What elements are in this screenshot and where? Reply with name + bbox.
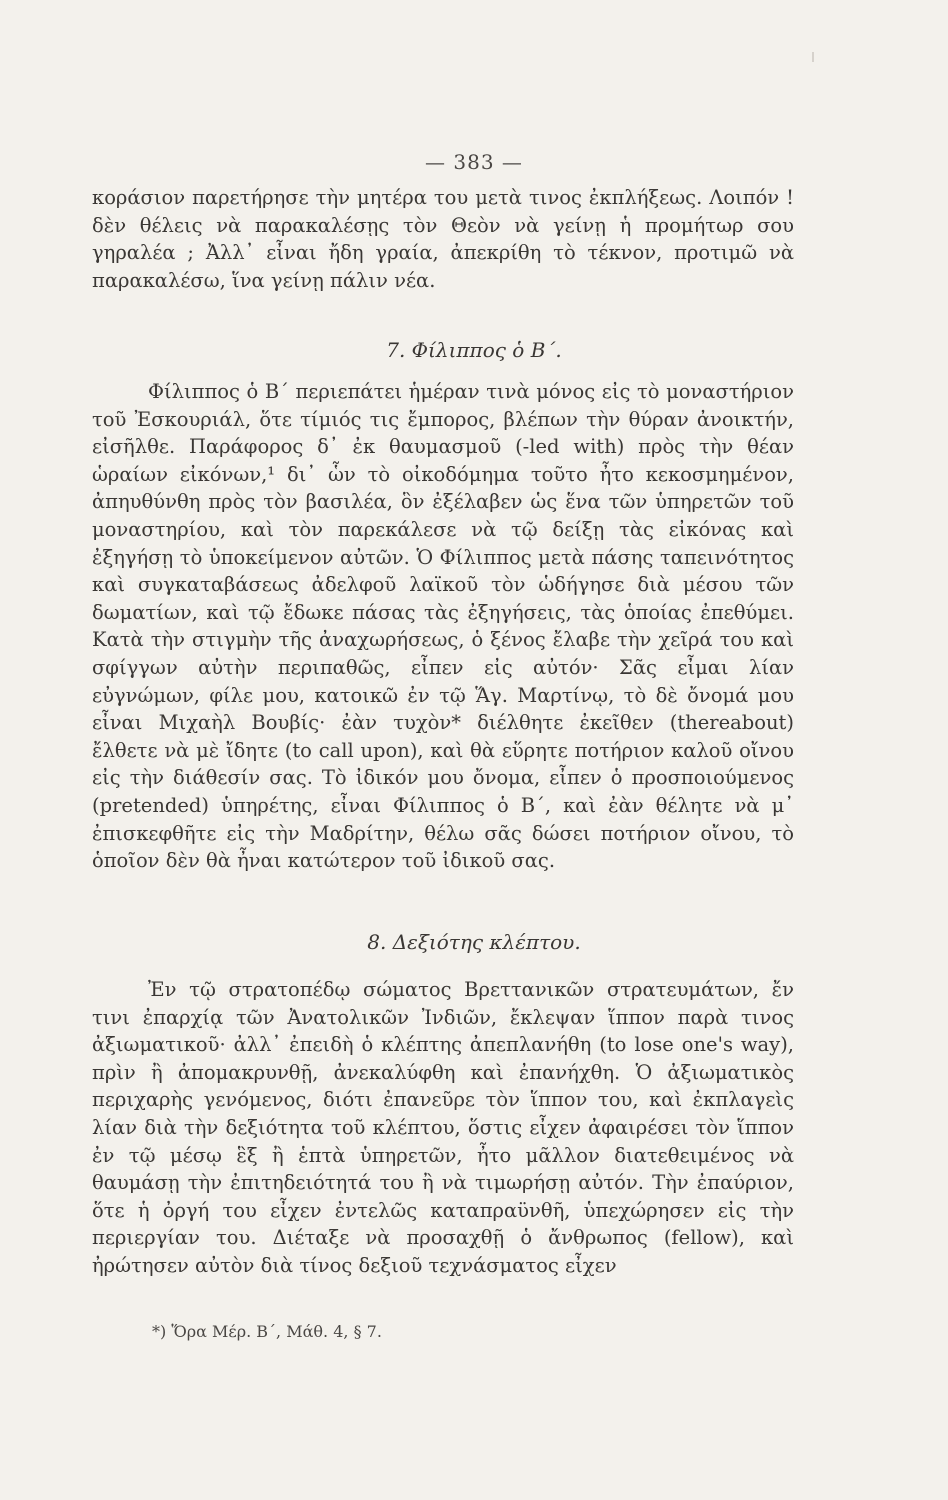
paragraph-philip: Φίλιππος ὁ Β΄ περιεπάτει ἡμέραν τινὰ μόνος εἰς τὸ μοναστήριον τοῦ Ἐσκουριάλ, ὅτε τίμιός τις ἔμπορος, βλέπων τὴν θύραν ἀνοικτήν, εἰσῆλθε. Παράφορος δ᾽ ἐκ θαυμασμοῦ (-led with) πρὸς τὴν θέαν ὡραίων εἰκόνων,¹ δι᾽ ὧν τὸ οἰκοδόμημα τοῦτο ἦτο κεκοσμημένον, ἀπηυθύνθη πρὸς τὸν βασιλέα, ὃν ἐξέλαβεν ὡς ἕνα τῶν ὑπηρετῶν τοῦ μοναστηρίου, καὶ τὸν παρεκάλεσε νὰ τῷ δείξῃ τὰς εἰκόνας καὶ ἐξηγήσῃ τὸ ὑποκείμενον αὐτῶν. Ὁ Φίλιππος μετὰ πάσης ταπεινότητος καὶ συγκαταβάσεως ἀδελφοῦ λαϊκοῦ τὸν ὡδήγησε διὰ μέσου τῶν δωματίων, καὶ τῷ ἔδωκε πάσας τὰς ἐξηγήσεις, τὰς ὁποίας ἐπεθύμει. Κατὰ τὴν στιγμὴν τῆς ἀναχωρήσεως, ὁ ξένος ἔλαβε τὴν χεῖρά του καὶ σφίγγων αὐτὴν περιπαθῶς, εἶπεν εἰς αὐτόν· Σᾶς εἶμαι λίαν εὐγνώμων, φίλε μου, κατοικῶ ἐν τῷ Ἅγ. Μαρτίνῳ, τὸ δὲ ὄνομά μου εἶναι Μιχαὴλ Βουβίς· ἐὰν τυχὸν* διέλθητε ἐκεῖθεν (thereabout) ἔλθετε νὰ μὲ ἴδητε (to call upon), καὶ θὰ εὕρητε ποτήριον καλοῦ οἴνου εἰς τὴν διάθεσίν σας. Τὸ ἰδικόν μου ὄνομα, εἶπεν ὁ προσποιούμενος (pretended) ὑπηρέτης, εἶναι Φίλιππος ὁ Β΄, καὶ ἐὰν θέλητε νὰ μ᾽ ἐπισκεφθῆτε εἰς τὴν Μαδρίτην, θέλω σᾶς δώσει ποτήριον οἴνου, τὸ ὁποῖον δὲν θὰ ἦναι κατώτερον τοῦ ἰδικοῦ σας. (92, 380, 794, 873)
paragraph-thief: Ἐν τῷ στρατοπέδῳ σώματος Βρεττανικῶν στρατευμάτων, ἔν τινι ἐπαρχίᾳ τῶν Ἀνατολικῶν Ἰνδιῶν, ἔκλεψαν ἵππον παρὰ τινος ἀξιωματικοῦ· ἀλλ᾽ ἐπειδὴ ὁ κλέπτης ἀπεπλανήθη (to lose one's way), πρὶν ἢ ἀπομακρυνθῇ, ἀνεκαλύφθη καὶ ἐπανήχθη. Ὁ ἀξιωματικὸς περιχαρὴς γενόμενος, διότι ἐπανεῦρε τὸν ἵππον του, καὶ ἐκπλαγεὶς λίαν διὰ τὴν δεξιότητα τοῦ κλέπτου, ὅστις εἶχεν ἀφαιρέσει τὸν ἵππον ἐν τῷ μέσῳ ἓξ ἢ ἑπτὰ ὑπηρετῶν, ἦτο μᾶλλον διατεθειμένος νὰ θαυμάσῃ τὴν ἐπιτηδειότητά του ἢ νὰ τιμωρήσῃ αὐτόν. Τὴν ἐπαύριον, ὅτε ἡ ὀργή του εἶχεν ἐντελῶς καταπραϋνθῆ, ὑπεχώρησεν εἰς τὴν περιεργίαν του. Διέταξε νὰ προσαχθῇ ὁ ἄνθρωπος (fellow), καὶ ἠρώτησεν αὐτὸν διὰ τίνος δεξιοῦ τεχνάσματος εἶχεν (92, 978, 794, 1277)
paragraph-continuation: κοράσιον παρετήρησε τὴν μητέρα του μετὰ τινος ἐκπλήξεως. Λοιπόν ! δὲν θέλεις νὰ παρακαλέσῃς τὸν Θεὸν νὰ γείνῃ ἡ προμήτωρ σου γηραλέα ; Ἀλλ᾽ εἶναι ἤδη γραία, ἀπεκρίθη τὸ τέκνον, προτιμῶ νὰ παρακαλέσω, ἵνα γείνῃ πάλιν νέα. (92, 186, 794, 292)
section-heading-8: 8. Δεξιότης κλέπτου. (367, 930, 581, 954)
section-heading-7: 7. Φίλιππος ὁ Β΄. (386, 338, 562, 362)
footnote: *) Ὅρα Μέρ. Β΄, Μάθ. 4, § 7. (152, 1322, 382, 1341)
page-number: — 383 — (425, 150, 523, 174)
margin-mark (812, 52, 814, 62)
